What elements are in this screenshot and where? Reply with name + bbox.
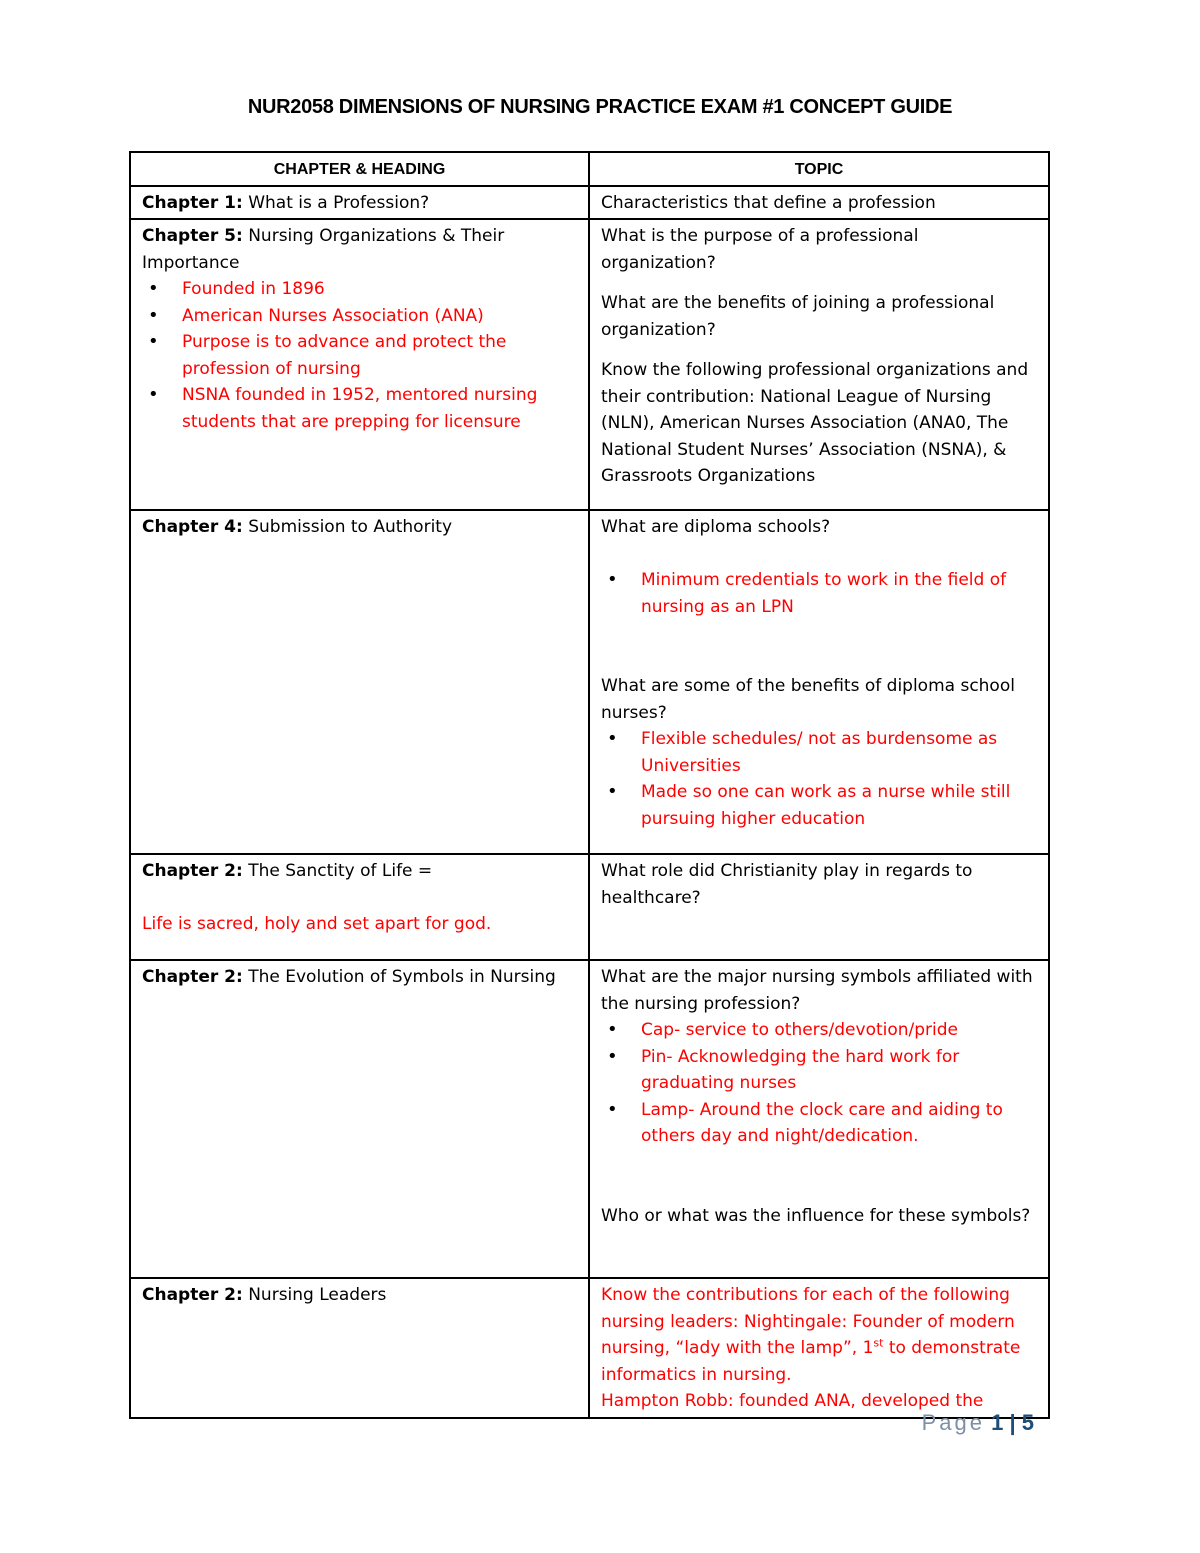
chapter-heading: The Evolution of Symbols in Nursing (242, 967, 556, 987)
topic-question: Who or what was the influence for these symbols? (601, 1205, 1031, 1226)
chapter-label: Chapter 2: (142, 967, 243, 987)
table-row (130, 186, 1049, 220)
topic-cell (589, 510, 1049, 854)
topic-question: What are the major nursing symbols affiliated with the nursing profession? (601, 967, 1033, 1014)
list-item: • Made so one can work as a nurse while still pursuing higher education (641, 779, 1038, 832)
table-row (130, 1278, 1049, 1418)
topic-cell (589, 854, 1049, 960)
chapter-heading: Submission to Authority (242, 517, 453, 537)
table-row (130, 510, 1049, 854)
list-item: • American Nurses Association (ANA) (182, 303, 578, 330)
topic-question: What are diploma schools? (601, 517, 831, 537)
chapter-label: Chapter 2: (142, 861, 243, 881)
table-row (130, 854, 1049, 960)
topic-question: What are some of the benefits of diploma school nurses? (601, 676, 1015, 723)
chapter-label: Chapter 5: (142, 226, 243, 246)
topic-cell (589, 1278, 1049, 1418)
table-row (130, 960, 1049, 1278)
page-number: 1 (991, 1410, 1004, 1435)
column-header: TOPIC (589, 152, 1049, 186)
list-item: • Purpose is to advance and protect the profession of nursing (182, 329, 578, 382)
list-item: • Founded in 1896 (182, 276, 578, 303)
topic-question: What is the purpose of a professional organization? (601, 226, 919, 273)
answer-list (142, 276, 578, 435)
chapter-label: Chapter 4: (142, 517, 243, 537)
list-item: • Pin- Acknowledging the hard work for graduating nurses (641, 1044, 1038, 1097)
page-total: 5 (1021, 1410, 1034, 1435)
list-item: • Cap- service to others/devotion/pride (641, 1017, 1038, 1044)
page-footer (922, 1410, 1034, 1436)
chapter-heading: What is a Profession? (242, 192, 430, 213)
chapter-cell (130, 510, 589, 854)
topic-text: to demonstrate informatics in nursing. (601, 1338, 1021, 1385)
topic-cell (589, 186, 1049, 220)
answer-list (601, 726, 1038, 832)
chapter-cell (130, 219, 589, 510)
page-title: NUR2058 DIMENSIONS OF NURSING PRACTICE EXAM #1 CONCEPT GUIDE (247, 96, 953, 118)
chapter-heading: The Sanctity of Life = (242, 861, 433, 881)
answer-list (601, 1017, 1038, 1150)
chapter-cell (130, 186, 589, 220)
list-item: • Minimum credentials to work in the field of nursing as an LPN (641, 567, 1038, 620)
page-label: Page (921, 1410, 985, 1435)
topic-cell (589, 960, 1049, 1278)
page-separator: | (1003, 1410, 1022, 1435)
chapter-label: Chapter 1: (142, 192, 243, 213)
list-item: • Lamp- Around the clock care and aiding to others day and night/dedication. (641, 1097, 1038, 1150)
topic-cell (589, 219, 1049, 510)
topic-text: Characteristics that define a profession (601, 192, 936, 213)
chapter-cell (130, 854, 589, 960)
answer-list (601, 567, 1038, 620)
column-header: CHAPTER & HEADING (130, 152, 589, 186)
list-item: • NSNA founded in 1952, mentored nursing students that are prepping for licensure (182, 382, 578, 435)
concept-table (129, 151, 1050, 1419)
chapter-label: Chapter 2: (142, 1285, 243, 1305)
answer-text: Life is sacred, holy and set apart for god. (142, 914, 492, 934)
chapter-cell (130, 1278, 589, 1418)
topic-text: Hampton Robb: founded ANA, developed the (601, 1391, 984, 1411)
superscript: st (873, 1336, 884, 1350)
table-row (130, 219, 1049, 510)
topic-question: What role did Christianity play in regards to healthcare? (601, 861, 973, 908)
topic-text: Know the contributions for each of the following nursing leaders: Nightingale: Founder of modern nursing, “lady with the lamp”, 1 (601, 1285, 1015, 1358)
topic-question: Know the following professional organizations and their contribution: National League of Nursing (NLN), American Nurses Association (ANA0, The National Student Nurses’ Association (NSNA), & Grassroots Organizations (601, 360, 1029, 486)
table-header-row (130, 152, 1049, 186)
chapter-heading: Nursing Organizations & Their Importance (142, 226, 505, 273)
chapter-cell (130, 960, 589, 1278)
topic-question: What are the benefits of joining a professional organization? (601, 293, 995, 340)
list-item: • Flexible schedules/ not as burdensome as Universities (641, 726, 1038, 779)
chapter-heading: Nursing Leaders (242, 1285, 387, 1305)
